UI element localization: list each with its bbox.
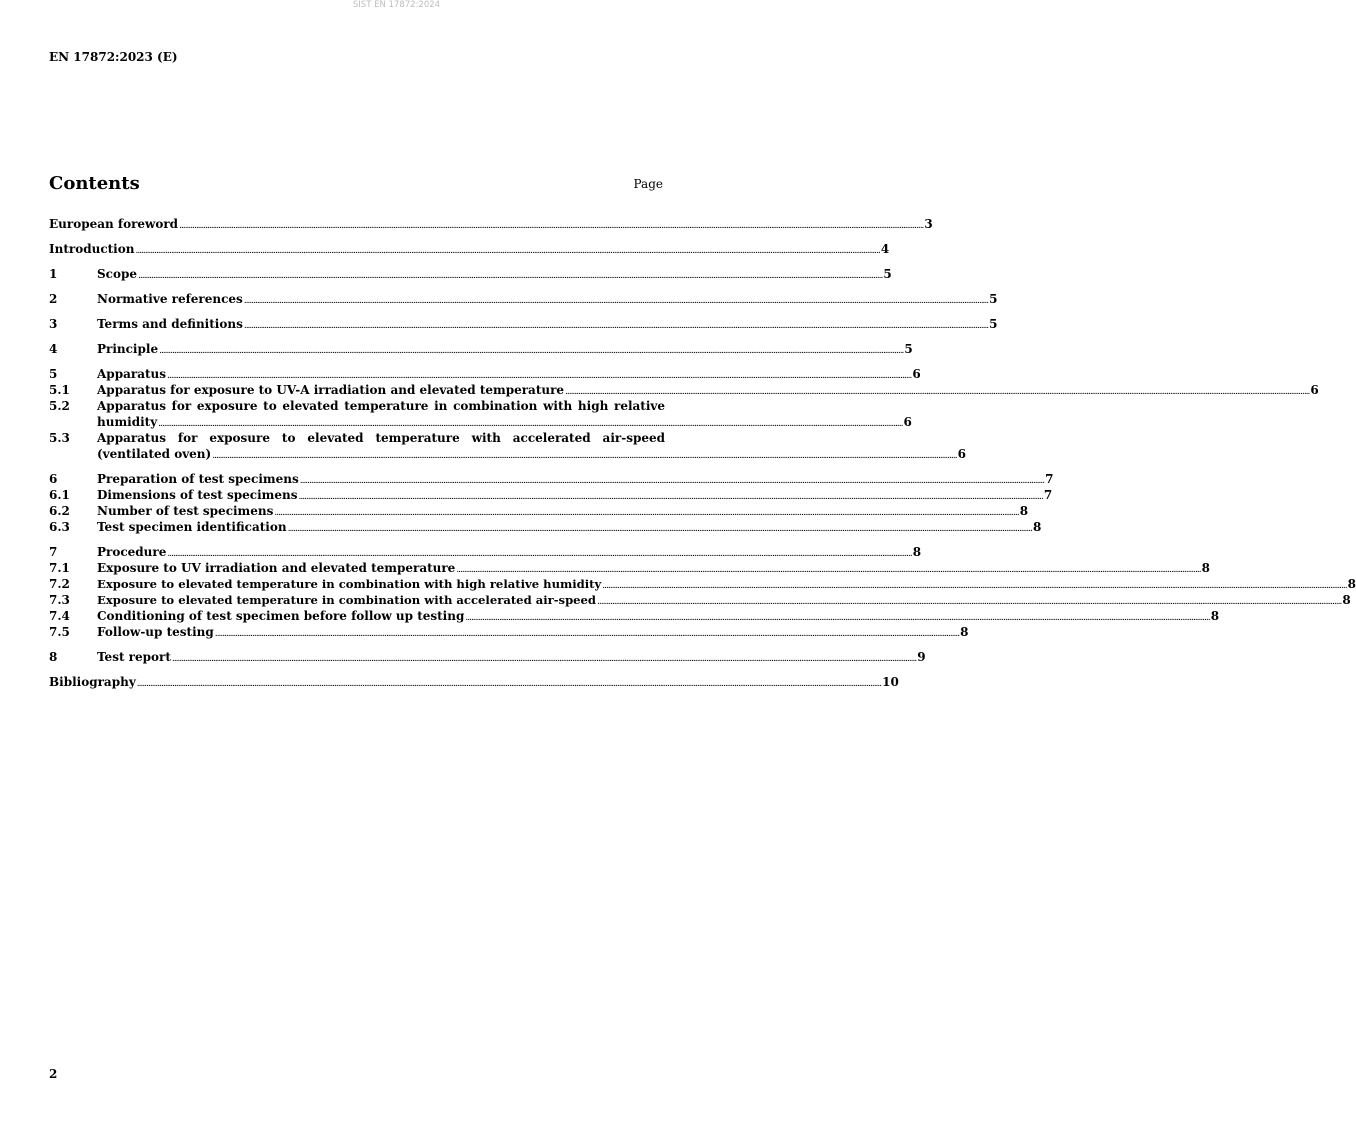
toc-entry-label[interactable]: Preparation of test specimens: [97, 472, 299, 486]
toc-entry-1[interactable]: [49, 266, 892, 282]
toc-leader: ................................................................................................................................................................................................................................................................................................................................................................................................................: [136, 679, 882, 689]
toc-leader: ................................................................................................................................................................................................................................................................................................................................................................................................................: [299, 476, 1045, 486]
toc-leader: ................................................................................................................................................................................................................................................................................................................................................................................................................: [212, 451, 957, 461]
toc-entry-label[interactable]: Number of test specimens: [97, 504, 274, 518]
toc-leader: ................................................................................................................................................................................................................................................................................................................................................................................................................: [243, 296, 989, 306]
toc-leader: ................................................................................................................................................................................................................................................................................................................................................................................................................: [298, 492, 1043, 502]
toc-entry-page: 4: [880, 242, 890, 256]
toc-entry-7-2[interactable]: [49, 576, 1356, 592]
toc-entry-page: 10: [882, 675, 899, 689]
toc-entry-label[interactable]: Exposure to elevated temperature in combination with high relative humidity: [97, 577, 602, 591]
toc-leader: ................................................................................................................................................................................................................................................................................................................................................................................................................: [456, 565, 1201, 575]
toc-entry-bibliography[interactable]: [49, 674, 899, 690]
toc-entry-page: 5: [989, 317, 998, 331]
toc-entry-label[interactable]: Conditioning of test specimen before follow up testing: [97, 609, 465, 623]
toc-entry-7-4[interactable]: [49, 608, 1220, 624]
toc-entry-page: 6: [912, 367, 921, 381]
toc-entry-label[interactable]: Follow-up testing: [97, 625, 214, 639]
toc-entry-2[interactable]: [49, 291, 998, 307]
toc-entry-label[interactable]: Exposure to elevated temperature in combination with accelerated air-speed: [97, 593, 597, 607]
toc-entry-number: 6.2: [49, 504, 70, 518]
toc-entry-7-3[interactable]: [49, 592, 1351, 608]
page-column-label: Page: [633, 177, 663, 191]
toc-entry-number: 5: [49, 367, 58, 381]
toc-entry-number: 5.3: [49, 431, 70, 445]
toc-leader: ................................................................................................................................................................................................................................................................................................................................................................................................................: [167, 549, 912, 559]
toc-entry-7-5[interactable]: [49, 624, 969, 640]
toc-entry-page: 7: [1045, 472, 1054, 486]
toc-leader: ................................................................................................................................................................................................................................................................................................................................................................................................................: [214, 629, 960, 639]
toc-entry-label-continued[interactable]: humidity: [97, 415, 158, 429]
toc-entry-number: 7.5: [49, 625, 70, 639]
toc-entry-number: 7: [49, 545, 58, 559]
toc-entry-label[interactable]: Apparatus for exposure to elevated temperature in combination with high relative: [97, 399, 665, 413]
toc-entry-number: 8: [49, 650, 58, 664]
toc-entry-label[interactable]: Introduction: [49, 242, 135, 256]
toc-entry-label[interactable]: Test specimen identification: [97, 520, 287, 534]
toc-entry-page: 6: [903, 415, 912, 429]
toc-entry-number: 1: [49, 267, 58, 281]
toc-entry-label[interactable]: Apparatus for exposure to elevated temperature with accelerated air-speed: [97, 431, 665, 445]
toc-entry-page: 8: [1342, 593, 1351, 607]
toc-entry-3[interactable]: [49, 316, 998, 332]
toc-leader: ................................................................................................................................................................................................................................................................................................................................................................................................................: [274, 508, 1019, 518]
toc-entry-4[interactable]: [49, 341, 913, 357]
toc-leader: ................................................................................................................................................................................................................................................................................................................................................................................................................: [179, 221, 924, 231]
toc-entry-page: 5: [904, 342, 913, 356]
toc-entry-page: 8: [1019, 504, 1029, 518]
watermark: SIST EN 17872:2024: [352, 0, 441, 10]
toc-entry-number: 7.1: [49, 561, 70, 575]
toc-entry-page: 8: [912, 545, 922, 559]
table-of-contents: [49, 216, 1356, 690]
toc-leader: ................................................................................................................................................................................................................................................................................................................................................................................................................: [167, 371, 912, 381]
toc-entry-page: 6: [1310, 383, 1319, 397]
toc-entry-8[interactable]: [49, 649, 926, 665]
toc-entry-page: 9: [917, 650, 926, 664]
toc-entry-6[interactable]: [49, 471, 1054, 487]
toc-leader: ................................................................................................................................................................................................................................................................................................................................................................................................................: [597, 597, 1342, 607]
toc-entry-5-3[interactable]: [49, 430, 966, 462]
toc-entry-number: 7.4: [49, 609, 70, 623]
toc-leader: ................................................................................................................................................................................................................................................................................................................................................................................................................: [171, 654, 917, 664]
toc-leader: ................................................................................................................................................................................................................................................................................................................................................................................................................: [243, 321, 989, 331]
contents-title: Contents: [49, 173, 140, 194]
toc-entry-page: 5: [883, 267, 892, 281]
toc-leader: ................................................................................................................................................................................................................................................................................................................................................................................................................: [158, 419, 903, 429]
toc-entry-6-3[interactable]: [49, 519, 1042, 535]
toc-leader: ................................................................................................................................................................................................................................................................................................................................................................................................................: [565, 387, 1310, 397]
toc-entry-number: 6.1: [49, 488, 70, 502]
toc-entry-number: 6.3: [49, 520, 70, 534]
toc-entry-label[interactable]: Apparatus: [97, 367, 166, 381]
toc-entry-introduction[interactable]: [49, 241, 890, 257]
toc-entry-label[interactable]: Terms and definitions: [97, 317, 243, 331]
toc-leader: ................................................................................................................................................................................................................................................................................................................................................................................................................: [465, 613, 1210, 623]
page-number: 2: [49, 1067, 58, 1081]
toc-entry-page: 8: [1210, 609, 1220, 623]
toc-entry-number: 5.2: [49, 399, 70, 413]
toc-entry-number: 7.2: [49, 577, 70, 591]
toc-entry-foreword[interactable]: [49, 216, 933, 232]
toc-entry-6-1[interactable]: [49, 487, 1053, 503]
document-id: EN 17872:2023 (E): [49, 50, 178, 64]
toc-leader: ................................................................................................................................................................................................................................................................................................................................................................................................................: [138, 271, 883, 281]
toc-entry-page: 8: [1032, 520, 1042, 534]
toc-leader: ................................................................................................................................................................................................................................................................................................................................................................................................................: [135, 246, 880, 256]
toc-entry-page: 8: [960, 625, 969, 639]
toc-entry-6-2[interactable]: [49, 503, 1029, 519]
toc-entry-page: 3: [924, 217, 933, 231]
toc-entry-number: 5.1: [49, 383, 70, 397]
toc-entry-5[interactable]: [49, 366, 921, 382]
toc-entry-page: 5: [989, 292, 998, 306]
toc-entry-number: 2: [49, 292, 58, 306]
toc-entry-label[interactable]: European foreword: [49, 217, 179, 231]
toc-leader: ................................................................................................................................................................................................................................................................................................................................................................................................................: [159, 346, 904, 356]
toc-entry-page: 8: [1347, 577, 1356, 591]
toc-entry-number: 7.3: [49, 593, 70, 607]
toc-entry-label[interactable]: Normative references: [97, 292, 243, 306]
toc-entry-page: 8: [1201, 561, 1211, 575]
toc-entry-number: 6: [49, 472, 58, 486]
toc-entry-label[interactable]: Apparatus for exposure to UV-A irradiation and elevated temperature: [97, 383, 565, 397]
toc-entry-5-1[interactable]: [49, 382, 1319, 398]
toc-entry-label[interactable]: Bibliography: [49, 675, 136, 689]
toc-entry-page: 7: [1043, 488, 1053, 502]
toc-leader: ................................................................................................................................................................................................................................................................................................................................................................................................................: [602, 581, 1347, 591]
toc-entry-7[interactable]: [49, 544, 922, 560]
toc-entry-label-continued[interactable]: (ventilated oven): [97, 447, 212, 461]
toc-entry-label[interactable]: Dimensions of test specimens: [97, 488, 298, 502]
toc-entry-page: 6: [957, 447, 966, 461]
toc-entry-number: 4: [49, 342, 58, 356]
toc-entry-label[interactable]: Exposure to UV irradiation and elevated temperature: [97, 561, 456, 575]
toc-entry-7-1[interactable]: [49, 560, 1211, 576]
toc-entry-label[interactable]: Principle: [97, 342, 159, 356]
toc-entry-5-2[interactable]: [49, 398, 912, 430]
toc-entry-label[interactable]: Test report: [97, 650, 171, 664]
toc-leader: ................................................................................................................................................................................................................................................................................................................................................................................................................: [287, 524, 1032, 534]
toc-entry-label[interactable]: Scope: [97, 267, 138, 281]
toc-entry-label[interactable]: Procedure: [97, 545, 167, 559]
toc-entry-number: 3: [49, 317, 58, 331]
